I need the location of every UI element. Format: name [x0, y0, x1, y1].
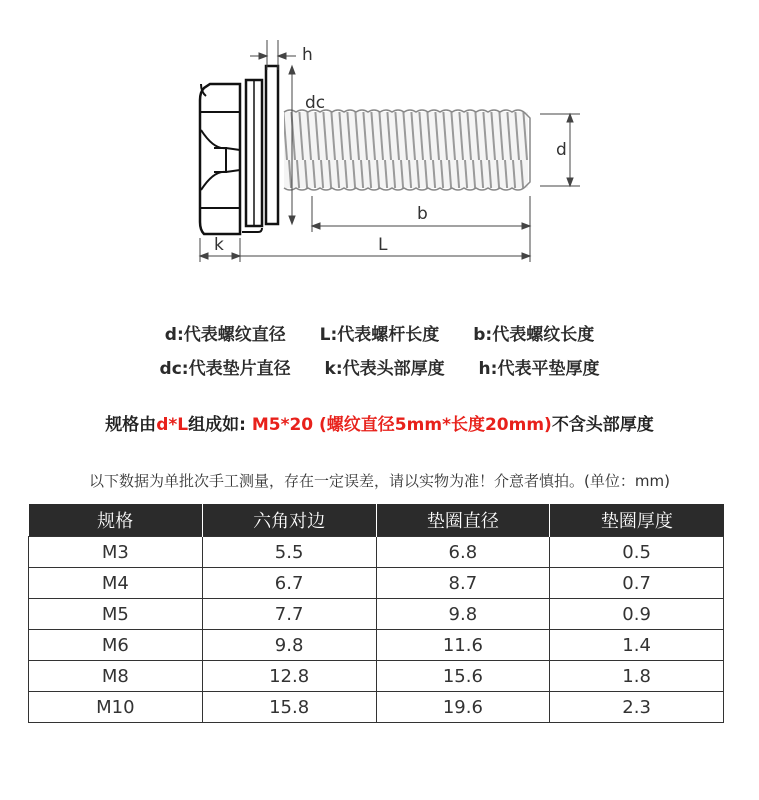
cell-spec: M3	[29, 537, 203, 568]
table-row	[29, 661, 724, 692]
cell-spec: M10	[29, 692, 203, 723]
cell-washer-diameter: 15.6	[376, 661, 550, 692]
cell-hex-width: 6.7	[202, 568, 376, 599]
legend-dc: dc:代表垫片直径	[159, 359, 291, 379]
cell-washer-thickness: 0.7	[550, 568, 724, 599]
cell-washer-diameter: 6.8	[376, 537, 550, 568]
legend-h: h:代表平垫厚度	[478, 359, 600, 379]
cell-spec: M8	[29, 661, 203, 692]
cell-washer-diameter: 19.6	[376, 692, 550, 723]
label-h: h	[302, 45, 313, 65]
measurement-note: 以下数据为单批次手工测量，存在一定误差，请以实物为准！介意者慎拍。(单位：mm)	[89, 472, 670, 490]
spec-middle: 组成如:	[188, 415, 246, 435]
header-spec: 规格	[29, 504, 203, 537]
bolt-dimension-diagram	[0, 0, 759, 300]
cell-spec: M6	[29, 630, 203, 661]
cell-hex-width: 5.5	[202, 537, 376, 568]
cell-washer-thickness: 1.4	[550, 630, 724, 661]
cell-washer-thickness: 2.3	[550, 692, 724, 723]
cell-hex-width: 15.8	[202, 692, 376, 723]
cell-washer-diameter: 11.6	[376, 630, 550, 661]
legend-b: b:代表螺纹长度	[473, 325, 595, 345]
legend-d: d:代表螺纹直径	[164, 325, 286, 345]
cell-washer-diameter: 9.8	[376, 599, 550, 630]
label-k: k	[214, 235, 224, 255]
label-b: b	[417, 204, 428, 224]
table-row	[29, 692, 724, 723]
cell-washer-thickness: 1.8	[550, 661, 724, 692]
cell-spec: M4	[29, 568, 203, 599]
legend-row-1	[0, 320, 759, 345]
header-washer-thickness: 垫圈厚度	[550, 504, 724, 537]
spec-formula: d*L	[156, 415, 189, 435]
legend-L: L:代表螺杆长度	[319, 325, 440, 345]
header-hex-width: 六角对边	[202, 504, 376, 537]
flat-washer	[266, 66, 278, 224]
table-row	[29, 599, 724, 630]
spec-description	[0, 410, 759, 435]
header-washer-diameter: 垫圈直径	[376, 504, 550, 537]
size-table	[28, 504, 724, 723]
legend-row-2	[0, 354, 759, 379]
spec-prefix: 规格由	[105, 415, 157, 435]
cell-spec: M5	[29, 599, 203, 630]
cell-washer-thickness: 0.9	[550, 599, 724, 630]
spec-suffix: 不含头部厚度	[551, 415, 654, 435]
cell-washer-thickness: 0.5	[550, 537, 724, 568]
threaded-shank	[284, 110, 530, 190]
label-L: L	[378, 235, 388, 255]
table-row	[29, 537, 724, 568]
cell-hex-width: 7.7	[202, 599, 376, 630]
legend-k: k:代表头部厚度	[324, 359, 445, 379]
table-row	[29, 568, 724, 599]
hex-head	[200, 84, 240, 234]
label-dc: dc	[305, 93, 326, 113]
spring-washer	[242, 80, 262, 232]
label-d: d	[556, 140, 567, 160]
table-row	[29, 630, 724, 661]
cell-washer-diameter: 8.7	[376, 568, 550, 599]
cell-hex-width: 12.8	[202, 661, 376, 692]
spec-example: M5*20 (螺纹直径5mm*长度20mm)	[251, 415, 552, 435]
cell-hex-width: 9.8	[202, 630, 376, 661]
table-header-row	[29, 504, 724, 537]
